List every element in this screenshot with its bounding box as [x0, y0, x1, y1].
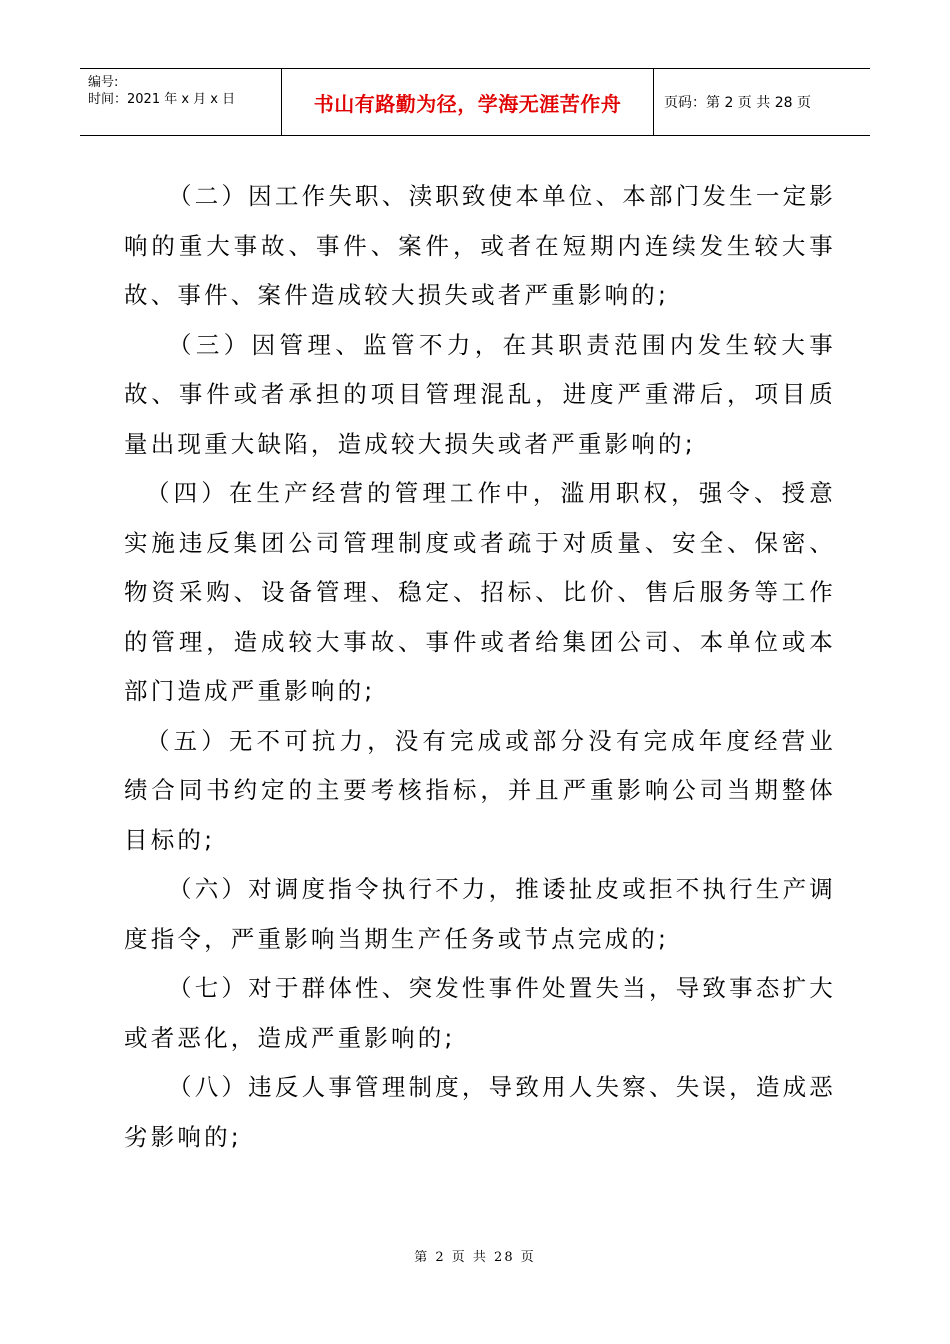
paragraph-8: （八）违反人事管理制度，导致用人失察、失误，造成恶劣影响的; — [124, 1073, 836, 1151]
paragraph-6: （六）对调度指令执行不力，推诿扯皮或拒不执行生产调度指令，严重影响当期生产任务或节点完成的; — [124, 875, 836, 953]
paragraph-2: （二）因工作失职、渎职致使本单位、本部门发生一定影响的重大事故、事件、案件，或者在短期内连续发生较大事故、事件、案件造成较大损失或者严重影响的; — [124, 182, 836, 309]
page-header — [80, 68, 870, 136]
page-footer: 第 2 页 共 28 页 — [414, 1250, 536, 1265]
paragraph-7: （七）对于群体性、突发性事件处置失当，导致事态扩大或者恶化，造成严重影响的; — [124, 974, 836, 1052]
paragraph-4: （四）在生产经营的管理工作中，滥用职权，强令、授意实施违反集团公司管理制度或者疏于对质量、安全、保密、物资采购、设备管理、稳定、招标、比价、售后服务等工作的管理，造成较大事故、事件或者给集团公司、本单位或本部门造成严重影响的; — [124, 479, 836, 705]
header-page-info: 页码：第 2 页 共 28 页 — [664, 95, 811, 111]
document-number-label: 编号: — [88, 75, 119, 90]
header-meta — [80, 69, 282, 135]
header-motto: 书山有路勤为径，学海无涯苦作舟 — [282, 69, 654, 135]
paragraph-3: （三）因管理、监管不力，在其职责范围内发生较大事故、事件或者承担的项目管理混乱，进度严重滞后，项目质量出现重大缺陷，造成较大损失或者严重影响的; — [124, 330, 836, 458]
paragraph-5: （五）无不可抗力，没有完成或部分没有完成年度经营业绩合同书约定的主要考核指标，并且严重影响公司当期整体目标的; — [124, 726, 836, 854]
document-time-label: 时间：2021 年 x 月 x 日 — [88, 92, 236, 107]
document-body — [124, 172, 836, 1162]
